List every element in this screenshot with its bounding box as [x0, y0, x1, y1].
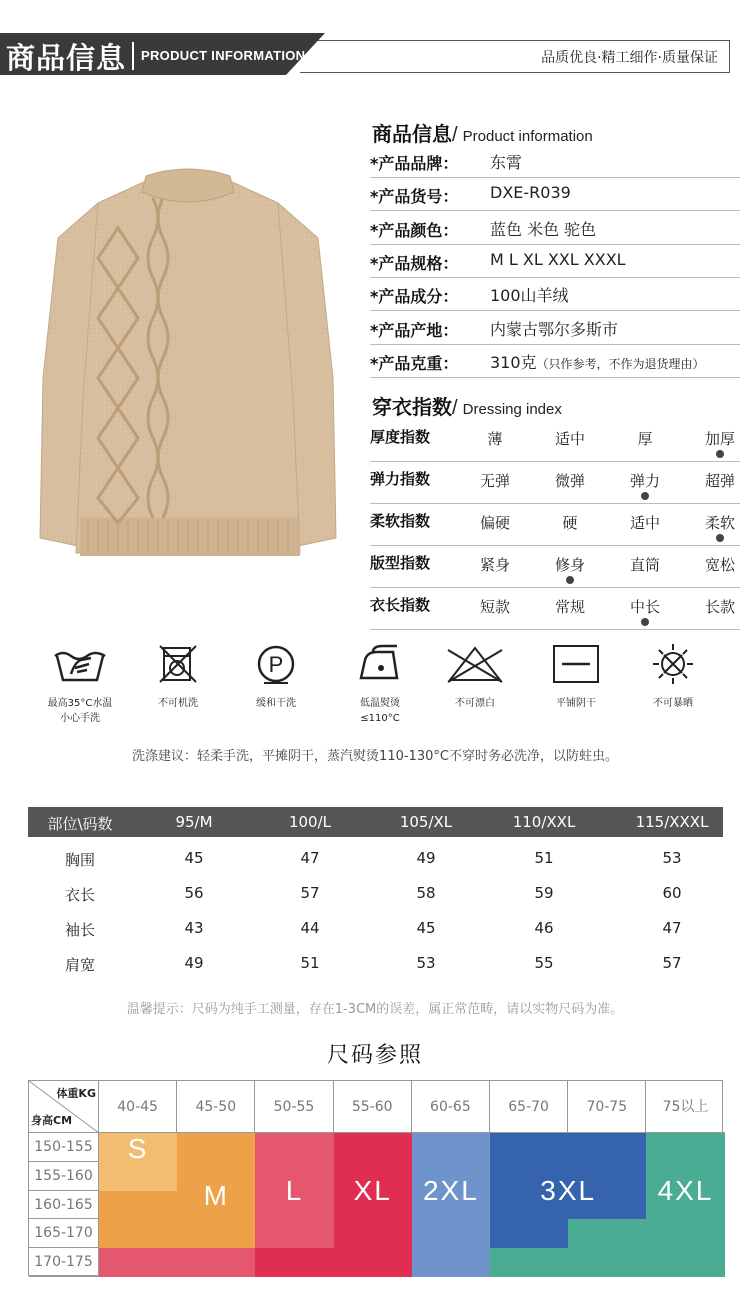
size-table-header-cell: 95/M — [175, 813, 213, 831]
header-slogan: 品质优良·精工细作·质量保证 — [541, 50, 718, 66]
dressing-row — [370, 588, 740, 630]
care-item — [128, 640, 228, 711]
header-separator — [132, 42, 134, 70]
size-label: S — [127, 1132, 149, 1164]
care-label-line: 缓和干洗 — [256, 698, 296, 709]
info-value: 310克（只作参考，不作为退货理由） — [490, 352, 705, 372]
height-header-cell: 170-175 — [29, 1248, 99, 1277]
info-value: DXE-R039 — [490, 183, 571, 203]
weight-header-cell: 40-45 — [99, 1081, 177, 1133]
info-label: *产品颜色： — [370, 220, 459, 240]
size-table-cell: 袖长 — [64, 921, 95, 939]
info-label: *产品品牌： — [370, 154, 459, 173]
size-zone-4xl — [568, 1219, 646, 1277]
size-table-header-cell: 115/XXXL — [635, 813, 709, 831]
info-value: 东霄 — [490, 153, 523, 172]
iron-low-icon — [330, 640, 430, 688]
size-table-row — [28, 913, 723, 947]
size-label: 4XL — [657, 1174, 714, 1206]
dressing-label: 弹力指数 — [370, 470, 431, 488]
weight-header-cell: 50-55 — [255, 1081, 333, 1133]
care-label — [330, 696, 430, 726]
size-zone-l — [99, 1248, 255, 1277]
dressing-row — [370, 504, 740, 546]
weight-header-cell: 45-50 — [177, 1081, 255, 1133]
info-value: 内蒙古鄂尔多斯市 — [490, 319, 619, 339]
flat-dry-shade-icon — [526, 640, 626, 688]
dressing-label: 柔软指数 — [370, 512, 431, 530]
dressing-option: 短款 — [479, 598, 510, 616]
care-item — [623, 640, 723, 711]
no-bleach-icon — [425, 640, 525, 688]
size-table-cell: 43 — [184, 919, 204, 937]
size-zone-m — [99, 1191, 177, 1249]
size-table-cell: 51 — [534, 849, 554, 867]
care-label — [128, 696, 228, 711]
care-label-line: 不可漂白 — [455, 698, 495, 709]
dressing-option: 宽松 — [704, 556, 735, 574]
size-table-cell: 55 — [534, 954, 554, 972]
info-label: *产品克重： — [370, 353, 459, 373]
dressing-option: 偏硬 — [479, 514, 510, 532]
weight-header-cell: 55-60 — [334, 1081, 412, 1133]
info-row — [370, 245, 740, 278]
size-table-cell: 45 — [184, 849, 204, 867]
size-label: 2XL — [422, 1174, 479, 1206]
care-item — [330, 640, 430, 726]
dressing-row — [370, 546, 740, 588]
header-title: 商品信息 — [6, 41, 127, 75]
size-label: L — [285, 1174, 304, 1206]
size-table-header-cell: 部位\码数 — [47, 815, 113, 833]
dressing-option: 加厚 — [704, 430, 735, 448]
info-value: 100山羊绒 — [490, 286, 569, 306]
care-label — [425, 696, 525, 711]
dressing-option: 适中 — [554, 430, 585, 448]
size-table-cell: 57 — [300, 884, 320, 902]
dressing-label: 衣长指数 — [370, 596, 431, 614]
size-table-row — [28, 843, 723, 877]
care-label — [526, 696, 626, 711]
size-table-header-cell: 100/L — [288, 813, 332, 831]
info-row — [370, 312, 740, 345]
size-zone-3xl — [490, 1219, 568, 1248]
care-label-line: 小心手洗 — [60, 713, 100, 724]
info-heading: 商品信息/ Product information — [372, 122, 593, 146]
size-table-cell: 56 — [184, 884, 204, 902]
care-label-line: 不可暴晒 — [653, 698, 693, 709]
weight-header-cell: 65-70 — [490, 1081, 568, 1133]
info-title-en: Product information — [462, 128, 593, 145]
dressing-option: 中长 — [629, 598, 660, 616]
dressing-indicator-dot — [641, 492, 649, 500]
dressing-label: 版型指数 — [370, 554, 431, 572]
info-row — [370, 178, 740, 211]
care-item — [30, 640, 130, 726]
dressing-label: 厚度指数 — [370, 428, 431, 446]
size-table-cell: 45 — [416, 919, 436, 937]
info-label: *产品规格： — [370, 253, 459, 273]
size-table-cell: 53 — [662, 849, 682, 867]
size-table-header — [28, 807, 723, 837]
dressing-option: 柔软 — [704, 514, 735, 532]
size-zone-4xl — [490, 1248, 568, 1277]
header-subtitle: PRODUCT INFORMATION — [141, 48, 306, 63]
size-table-note: 温馨提示：尺码为纯手工测量，存在1-3CM的误差，属正常范畴，请以实物尺码为准。 — [126, 1002, 624, 1017]
dressing-option: 长款 — [704, 598, 735, 616]
info-note: （只作参考，不作为退货理由） — [536, 356, 705, 371]
care-label — [623, 696, 723, 711]
size-table-cell: 49 — [184, 954, 204, 972]
dressing-option: 厚 — [637, 430, 653, 448]
dressing-indicator-dot — [716, 534, 724, 542]
dressing-option: 紧身 — [479, 556, 510, 574]
height-header-cell: 155-160 — [29, 1162, 99, 1191]
dressing-option: 硬 — [562, 514, 578, 532]
care-label — [226, 696, 326, 711]
dressing-option: 薄 — [487, 430, 503, 448]
size-table-cell: 46 — [534, 919, 554, 937]
size-zone-xl — [255, 1248, 333, 1277]
dressing-option: 无弹 — [479, 472, 510, 490]
weight-header-cell: 75以上 — [646, 1081, 724, 1133]
size-label: XL — [353, 1174, 392, 1206]
care-item — [526, 640, 626, 711]
dressing-option: 弹力 — [629, 472, 660, 490]
care-item — [226, 640, 326, 711]
care-label — [30, 696, 130, 726]
size-table-cell: 59 — [534, 884, 554, 902]
size-table-cell: 49 — [416, 849, 436, 867]
size-table-row — [28, 878, 723, 912]
info-label: *产品产地： — [370, 320, 459, 340]
weight-header-cell: 60-65 — [412, 1081, 490, 1133]
dressing-option: 超弹 — [704, 472, 735, 490]
info-label: *产品成分： — [370, 287, 459, 307]
size-label: M — [203, 1180, 229, 1212]
dressing-indicator-dot — [716, 450, 724, 458]
care-label-line: 不可机洗 — [158, 698, 198, 709]
size-table-cell: 58 — [416, 884, 436, 902]
size-table-cell: 57 — [662, 954, 682, 972]
dressing-indicator-dot — [641, 618, 649, 626]
no-sun-icon — [623, 640, 723, 688]
dressing-option: 直筒 — [629, 556, 660, 574]
size-table-cell: 衣长 — [64, 886, 95, 904]
info-row — [370, 212, 740, 245]
wash-note: 洗涤建议：轻柔手洗，平摊阴干，蒸汽熨烫110-130°C不穿时务必洗净，以防蛀虫。 — [132, 749, 618, 764]
size-table-cell: 53 — [416, 954, 436, 972]
size-table-header-cell: 110/XXL — [512, 813, 576, 831]
height-header-cell: 150-155 — [29, 1133, 99, 1162]
info-value: M L XL XXL XXXL — [490, 249, 626, 269]
dressing-heading: 穿衣指数/ Dressing index — [372, 395, 562, 419]
care-label-line: ≤110°C — [360, 713, 400, 724]
size-table-cell: 47 — [300, 849, 320, 867]
dressing-option: 适中 — [629, 514, 660, 532]
svg-text:P: P — [268, 652, 284, 677]
size-chart-corner — [29, 1081, 99, 1133]
sweater-image — [38, 168, 338, 563]
dressing-indicator-dot — [566, 576, 574, 584]
info-value: 蓝色 米色 驼色 — [490, 219, 597, 239]
size-table-cell: 44 — [300, 919, 320, 937]
dressing-row — [370, 420, 740, 462]
size-table-cell: 肩宽 — [64, 956, 95, 974]
dressing-option: 常规 — [554, 598, 585, 616]
size-label: 3XL — [540, 1174, 597, 1206]
height-header-cell: 165-170 — [29, 1219, 99, 1248]
info-title: 商品信息 — [372, 122, 452, 146]
dressing-title: 穿衣指数 — [372, 395, 452, 419]
info-label: *产品货号： — [370, 187, 459, 207]
corner-weight-label: 体重KG — [56, 1087, 96, 1100]
size-table-cell: 胸围 — [64, 851, 95, 869]
info-row — [370, 345, 740, 378]
dressing-option: 修身 — [554, 556, 585, 574]
dressing-row — [370, 462, 740, 504]
dressing-option: 微弹 — [554, 472, 585, 490]
height-header-cell: 160-165 — [29, 1191, 99, 1220]
info-row — [370, 145, 740, 178]
size-chart-title: 尺码参照 — [326, 1043, 423, 1068]
corner-height-label: 身高CM — [31, 1114, 73, 1127]
dry-clean-p-icon — [226, 640, 326, 688]
info-row — [370, 278, 740, 311]
care-label-line: 最高35°C水温 — [47, 698, 113, 709]
size-table-cell: 60 — [662, 884, 682, 902]
hand-wash-icon — [30, 640, 130, 688]
care-label-line: 平铺阴干 — [556, 698, 596, 709]
size-chart-grid — [28, 1080, 723, 1276]
care-item — [425, 640, 525, 711]
weight-header-cell: 70-75 — [568, 1081, 646, 1133]
size-table-row — [28, 948, 723, 982]
dressing-title-en: Dressing index — [462, 401, 562, 418]
size-table-header-cell: 105/XL — [399, 813, 453, 831]
care-label-line: 低温熨烫 — [360, 698, 400, 709]
size-table-cell: 47 — [662, 919, 682, 937]
no-machine-wash-icon — [128, 640, 228, 688]
size-table-cell: 51 — [300, 954, 320, 972]
